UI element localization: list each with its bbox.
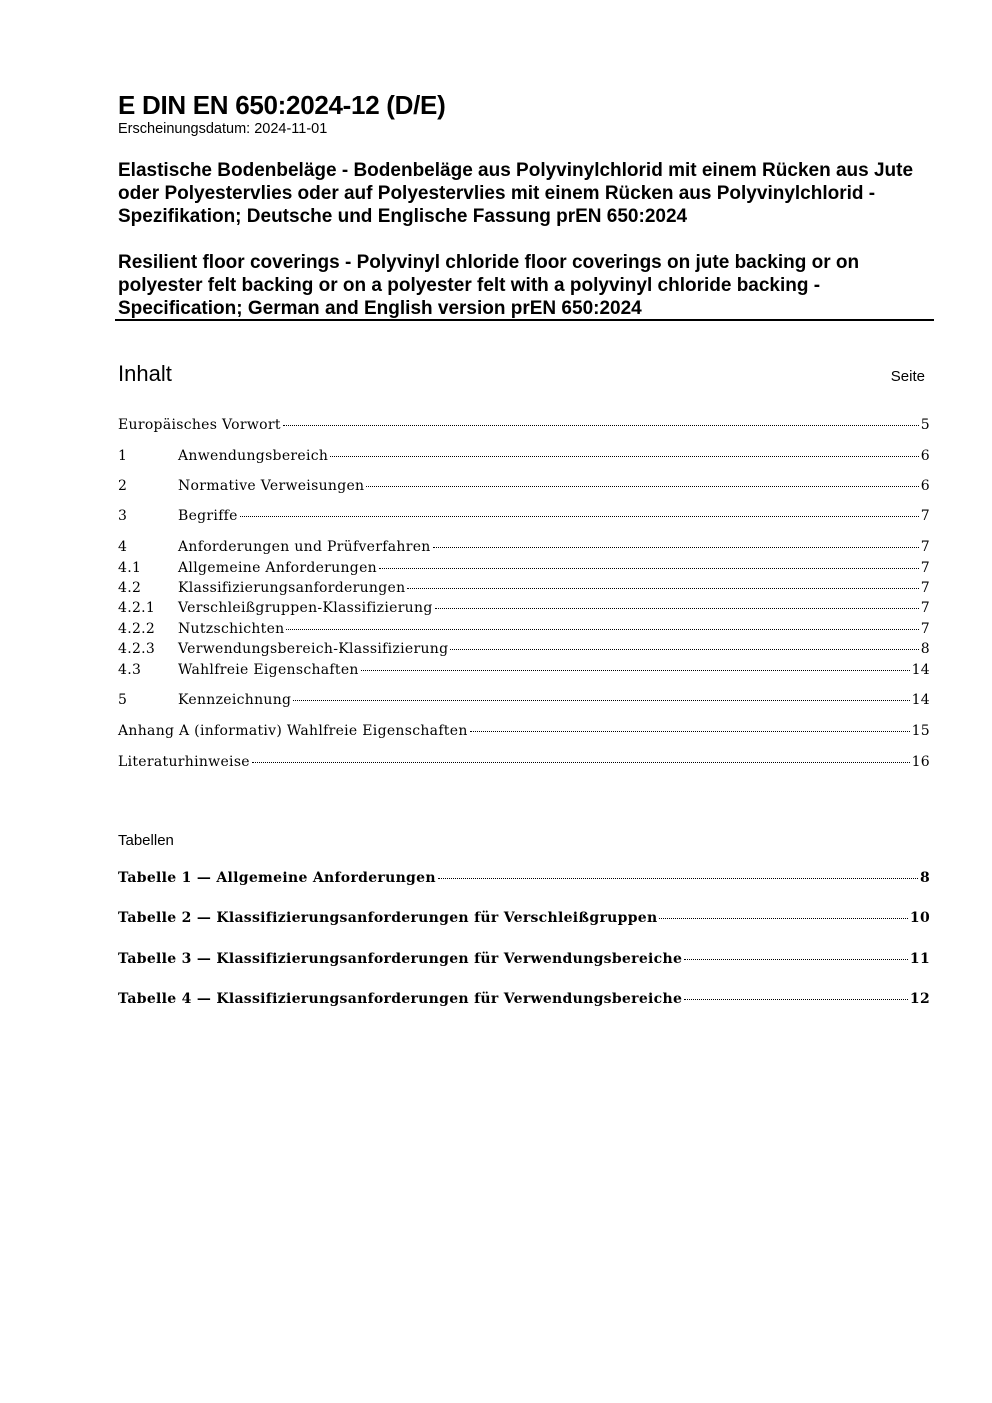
toc-entry-page: 8 xyxy=(920,641,930,657)
dot-leader xyxy=(435,608,919,609)
toc-page-label: Seite xyxy=(890,368,925,385)
table-entry-page: 8 xyxy=(919,870,930,886)
dot-leader xyxy=(684,999,908,1000)
toc-entry-text: Verwendungsbereich-Klassifizierung xyxy=(178,641,449,657)
toc-entry-page: 15 xyxy=(911,723,930,739)
dot-leader xyxy=(470,731,910,732)
toc-entry[interactable] xyxy=(118,641,930,661)
dot-leader xyxy=(293,700,909,701)
toc-entry-text: Anwendungsbereich xyxy=(178,448,329,464)
toc-entry[interactable] xyxy=(118,560,930,580)
document-id: E DIN EN 650:2024-12 (D/E) xyxy=(118,90,446,120)
toc-entry-number: 4.2.3 xyxy=(118,641,156,657)
dot-leader xyxy=(330,456,919,457)
toc-entry[interactable] xyxy=(118,723,930,743)
toc-entry-text: Anhang A (informativ) Wahlfreie Eigenschaften xyxy=(118,723,468,739)
table-entry-text: Tabelle 4 — Klassifizierungsanforderungen für Verwendungsbereiche xyxy=(118,991,683,1007)
table-entry-page: 12 xyxy=(909,991,930,1007)
toc-entry[interactable] xyxy=(118,600,930,620)
toc-entry[interactable] xyxy=(118,692,930,712)
table-entry-page: 11 xyxy=(909,951,930,967)
toc-entry[interactable] xyxy=(118,662,930,682)
title-english: Resilient floor coverings - Polyvinyl chloride floor coverings on jute backing or on polyester felt backing or on a polyester felt with a polyvinyl chloride backing - Specification; German and English version prEN 650:2024 xyxy=(118,252,860,319)
dot-leader xyxy=(286,629,918,630)
title-german: Elastische Bodenbeläge - Bodenbeläge aus Polyvinylchlorid mit einem Rücken aus Jute oder Polyestervlies oder auf Polyestervlies mit einem Rücken aus Polyvinylchlorid - Spezifikation; Deutsche und Englische Fassung prEN 650:2024 xyxy=(118,160,914,227)
toc-entry-page: 7 xyxy=(920,560,930,576)
table-list-entry[interactable] xyxy=(118,991,930,1011)
toc-entry-page: 6 xyxy=(920,478,930,494)
dot-leader xyxy=(361,670,910,671)
toc-entry-page: 7 xyxy=(920,539,930,555)
table-entry-text: Tabelle 1 — Allgemeine Anforderungen xyxy=(118,870,436,886)
toc-entry-text: Normative Verweisungen xyxy=(178,478,365,494)
toc-entry-page: 7 xyxy=(920,600,930,616)
toc-entry-page: 6 xyxy=(920,448,930,464)
table-entry-page: 10 xyxy=(909,910,930,926)
dot-leader xyxy=(283,425,919,426)
toc-entry-page: 16 xyxy=(911,754,930,770)
toc-entry-text: Kennzeichnung xyxy=(178,692,292,708)
toc-entry-page: 14 xyxy=(911,662,930,678)
table-entry-text: Tabelle 3 — Klassifizierungsanforderungen für Verwendungsbereiche xyxy=(118,951,683,967)
dot-leader xyxy=(407,588,918,589)
toc-entry-text: Wahlfreie Eigenschaften xyxy=(178,662,359,678)
toc-entry[interactable] xyxy=(118,539,930,559)
toc-entry-text: Allgemeine Anforderungen xyxy=(178,560,377,576)
toc-entry-text: Klassifizierungsanforderungen xyxy=(178,580,406,596)
toc-entry[interactable] xyxy=(118,448,930,468)
toc-entry-page: 5 xyxy=(920,417,930,433)
toc-entry-page: 7 xyxy=(920,580,930,596)
toc-entry-text: Nutzschichten xyxy=(178,621,285,637)
toc-entry-number: 4 xyxy=(118,539,128,555)
table-list-entry[interactable] xyxy=(118,910,930,930)
toc-entry-number: 5 xyxy=(118,692,128,708)
toc-heading: Inhalt xyxy=(118,361,172,386)
toc-entry-text: Verschleißgruppen-Klassifizierung xyxy=(178,600,433,616)
toc-entry-number: 4.2.1 xyxy=(118,600,156,616)
toc-entry-number: 4.1 xyxy=(118,560,142,576)
dot-leader xyxy=(438,878,918,879)
dot-leader xyxy=(379,568,919,569)
dot-leader xyxy=(684,959,908,960)
toc-entry-number: 3 xyxy=(118,508,128,524)
publication-date: Erscheinungsdatum: 2024-11-01 xyxy=(118,121,328,137)
dot-leader xyxy=(433,547,919,548)
toc-entry-number: 4.2 xyxy=(118,580,142,596)
toc-entry[interactable] xyxy=(118,580,930,600)
toc-entry[interactable] xyxy=(118,508,930,528)
table-list-entry[interactable] xyxy=(118,951,930,971)
dot-leader xyxy=(366,486,918,487)
dot-leader xyxy=(252,762,910,763)
toc-entry[interactable] xyxy=(118,754,930,774)
toc-entry[interactable] xyxy=(118,621,930,641)
title-divider xyxy=(115,319,934,321)
toc-entry-page: 14 xyxy=(911,692,930,708)
toc-entry-number: 4.3 xyxy=(118,662,142,678)
table-entry-text: Tabelle 2 — Klassifizierungsanforderungen für Verschleißgruppen xyxy=(118,910,658,926)
tables-heading: Tabellen xyxy=(118,832,174,849)
toc-entry-text: Anforderungen und Prüfverfahren xyxy=(178,539,431,555)
dot-leader xyxy=(450,649,918,650)
toc-entry-page: 7 xyxy=(920,621,930,637)
toc-entry-number: 4.2.2 xyxy=(118,621,156,637)
table-list-entry[interactable] xyxy=(118,870,930,890)
toc-entry-text: Begriffe xyxy=(178,508,238,524)
dot-leader xyxy=(659,918,907,919)
toc-entry-page: 7 xyxy=(920,508,930,524)
toc-entry-text: Europäisches Vorwort xyxy=(118,417,281,433)
toc-entry[interactable] xyxy=(118,478,930,498)
toc-entry[interactable] xyxy=(118,417,930,437)
toc-entry-text: Literaturhinweise xyxy=(118,754,250,770)
toc-entry-number: 1 xyxy=(118,448,128,464)
toc-entry-number: 2 xyxy=(118,478,128,494)
dot-leader xyxy=(240,516,919,517)
